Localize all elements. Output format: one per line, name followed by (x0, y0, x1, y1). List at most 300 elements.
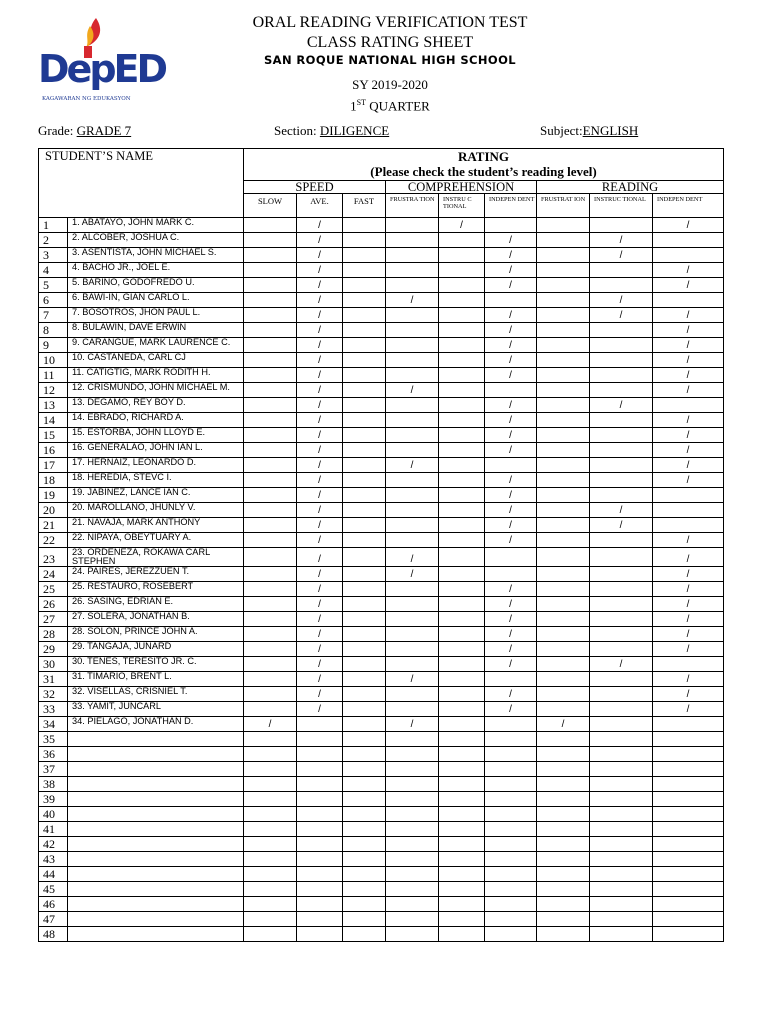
rating-cell-fast[interactable] (343, 473, 386, 488)
rating-cell-comp-instructional[interactable] (439, 323, 485, 338)
rating-cell-slow[interactable] (244, 627, 297, 642)
rating-cell-slow[interactable] (244, 548, 297, 567)
rating-cell-fast[interactable] (343, 717, 386, 732)
rating-cell-read-independent[interactable] (653, 807, 724, 822)
rating-cell-read-frustration[interactable] (537, 627, 590, 642)
rating-cell-ave[interactable] (297, 548, 343, 567)
rating-cell-fast[interactable] (343, 488, 386, 503)
rating-cell-comp-instructional[interactable] (439, 642, 485, 657)
rating-cell-fast[interactable] (343, 837, 386, 852)
rating-cell-comp-instructional[interactable] (439, 233, 485, 248)
rating-cell-comp-instructional[interactable] (439, 852, 485, 867)
rating-cell-read-frustration[interactable] (537, 473, 590, 488)
rating-cell-read-instructional[interactable] (590, 852, 653, 867)
rating-cell-comp-frustration[interactable] (386, 398, 439, 413)
rating-cell-comp-frustration[interactable] (386, 882, 439, 897)
rating-cell-comp-instructional[interactable] (439, 308, 485, 323)
rating-cell-read-instructional[interactable] (590, 762, 653, 777)
rating-cell-comp-independent[interactable] (485, 627, 537, 642)
rating-cell-comp-instructional[interactable] (439, 503, 485, 518)
rating-cell-ave[interactable] (297, 882, 343, 897)
rating-cell-read-independent[interactable] (653, 278, 724, 293)
rating-cell-slow[interactable] (244, 852, 297, 867)
rating-cell-read-independent[interactable] (653, 912, 724, 927)
rating-cell-slow[interactable] (244, 293, 297, 308)
rating-cell-comp-instructional[interactable] (439, 747, 485, 762)
rating-cell-comp-frustration[interactable] (386, 927, 439, 942)
rating-cell-slow[interactable] (244, 263, 297, 278)
rating-cell-read-independent[interactable] (653, 627, 724, 642)
rating-cell-read-frustration[interactable] (537, 443, 590, 458)
rating-cell-read-independent[interactable] (653, 248, 724, 263)
rating-cell-comp-independent[interactable] (485, 428, 537, 443)
rating-cell-read-instructional[interactable] (590, 747, 653, 762)
rating-cell-ave[interactable] (297, 867, 343, 882)
rating-cell-comp-frustration[interactable] (386, 777, 439, 792)
rating-cell-slow[interactable] (244, 762, 297, 777)
rating-cell-comp-frustration[interactable] (386, 897, 439, 912)
rating-cell-comp-frustration[interactable] (386, 702, 439, 717)
rating-cell-comp-independent[interactable] (485, 762, 537, 777)
rating-cell-read-instructional[interactable] (590, 473, 653, 488)
rating-cell-read-instructional[interactable] (590, 642, 653, 657)
rating-cell-slow[interactable] (244, 837, 297, 852)
rating-cell-fast[interactable] (343, 323, 386, 338)
rating-cell-slow[interactable] (244, 597, 297, 612)
rating-cell-slow[interactable] (244, 747, 297, 762)
rating-cell-read-instructional[interactable] (590, 672, 653, 687)
rating-cell-slow[interactable] (244, 353, 297, 368)
rating-cell-read-independent[interactable] (653, 293, 724, 308)
rating-cell-slow[interactable] (244, 792, 297, 807)
rating-cell-comp-frustration[interactable] (386, 837, 439, 852)
rating-cell-ave[interactable] (297, 458, 343, 473)
rating-cell-comp-independent[interactable] (485, 912, 537, 927)
rating-cell-comp-instructional[interactable] (439, 383, 485, 398)
rating-cell-fast[interactable] (343, 548, 386, 567)
rating-cell-read-frustration[interactable] (537, 308, 590, 323)
rating-cell-read-independent[interactable] (653, 503, 724, 518)
rating-cell-slow[interactable] (244, 518, 297, 533)
rating-cell-read-independent[interactable] (653, 927, 724, 942)
rating-cell-slow[interactable] (244, 323, 297, 338)
rating-cell-comp-instructional[interactable] (439, 428, 485, 443)
rating-cell-fast[interactable] (343, 867, 386, 882)
rating-cell-read-instructional[interactable] (590, 278, 653, 293)
rating-cell-read-instructional[interactable] (590, 867, 653, 882)
rating-cell-comp-independent[interactable] (485, 353, 537, 368)
rating-cell-fast[interactable] (343, 308, 386, 323)
rating-cell-read-independent[interactable] (653, 398, 724, 413)
rating-cell-comp-instructional[interactable] (439, 687, 485, 702)
rating-cell-comp-instructional[interactable] (439, 672, 485, 687)
rating-cell-slow[interactable] (244, 732, 297, 747)
rating-cell-ave[interactable] (297, 657, 343, 672)
rating-cell-comp-frustration[interactable] (386, 567, 439, 582)
rating-cell-read-frustration[interactable] (537, 837, 590, 852)
rating-cell-ave[interactable] (297, 383, 343, 398)
rating-cell-read-frustration[interactable] (537, 323, 590, 338)
rating-cell-ave[interactable] (297, 582, 343, 597)
rating-cell-read-instructional[interactable] (590, 488, 653, 503)
rating-cell-slow[interactable] (244, 338, 297, 353)
rating-cell-ave[interactable] (297, 353, 343, 368)
rating-cell-comp-frustration[interactable] (386, 852, 439, 867)
rating-cell-read-frustration[interactable] (537, 263, 590, 278)
rating-cell-fast[interactable] (343, 248, 386, 263)
rating-cell-read-independent[interactable] (653, 822, 724, 837)
rating-cell-comp-independent[interactable] (485, 323, 537, 338)
rating-cell-read-instructional[interactable] (590, 398, 653, 413)
rating-cell-comp-independent[interactable] (485, 413, 537, 428)
rating-cell-read-frustration[interactable] (537, 533, 590, 548)
rating-cell-comp-instructional[interactable] (439, 398, 485, 413)
rating-cell-read-independent[interactable] (653, 458, 724, 473)
rating-cell-comp-frustration[interactable] (386, 597, 439, 612)
rating-cell-ave[interactable] (297, 762, 343, 777)
rating-cell-slow[interactable] (244, 612, 297, 627)
rating-cell-read-instructional[interactable] (590, 518, 653, 533)
rating-cell-fast[interactable] (343, 233, 386, 248)
rating-cell-comp-frustration[interactable] (386, 717, 439, 732)
rating-cell-fast[interactable] (343, 518, 386, 533)
rating-cell-ave[interactable] (297, 717, 343, 732)
rating-cell-comp-frustration[interactable] (386, 762, 439, 777)
rating-cell-ave[interactable] (297, 567, 343, 582)
rating-cell-ave[interactable] (297, 702, 343, 717)
rating-cell-read-instructional[interactable] (590, 323, 653, 338)
rating-cell-read-instructional[interactable] (590, 353, 653, 368)
rating-cell-read-frustration[interactable] (537, 792, 590, 807)
rating-cell-read-frustration[interactable] (537, 657, 590, 672)
rating-cell-ave[interactable] (297, 672, 343, 687)
rating-cell-read-frustration[interactable] (537, 807, 590, 822)
rating-cell-fast[interactable] (343, 582, 386, 597)
rating-cell-read-frustration[interactable] (537, 852, 590, 867)
rating-cell-read-independent[interactable] (653, 582, 724, 597)
rating-cell-comp-frustration[interactable] (386, 732, 439, 747)
rating-cell-comp-independent[interactable] (485, 278, 537, 293)
rating-cell-comp-instructional[interactable] (439, 218, 485, 233)
rating-cell-comp-independent[interactable] (485, 383, 537, 398)
rating-cell-ave[interactable] (297, 488, 343, 503)
rating-cell-ave[interactable] (297, 642, 343, 657)
rating-cell-fast[interactable] (343, 927, 386, 942)
rating-cell-comp-independent[interactable] (485, 458, 537, 473)
rating-cell-comp-independent[interactable] (485, 218, 537, 233)
rating-cell-read-instructional[interactable] (590, 912, 653, 927)
rating-cell-ave[interactable] (297, 822, 343, 837)
rating-cell-comp-frustration[interactable] (386, 822, 439, 837)
rating-cell-comp-instructional[interactable] (439, 732, 485, 747)
rating-cell-ave[interactable] (297, 293, 343, 308)
rating-cell-ave[interactable] (297, 732, 343, 747)
rating-cell-comp-frustration[interactable] (386, 278, 439, 293)
rating-cell-slow[interactable] (244, 702, 297, 717)
rating-cell-comp-frustration[interactable] (386, 248, 439, 263)
rating-cell-read-instructional[interactable] (590, 717, 653, 732)
rating-cell-ave[interactable] (297, 473, 343, 488)
rating-cell-fast[interactable] (343, 642, 386, 657)
rating-cell-slow[interactable] (244, 807, 297, 822)
rating-cell-comp-instructional[interactable] (439, 293, 485, 308)
rating-cell-read-instructional[interactable] (590, 413, 653, 428)
rating-cell-slow[interactable] (244, 912, 297, 927)
rating-cell-read-instructional[interactable] (590, 882, 653, 897)
rating-cell-read-instructional[interactable] (590, 567, 653, 582)
rating-cell-comp-independent[interactable] (485, 807, 537, 822)
rating-cell-read-independent[interactable] (653, 657, 724, 672)
rating-cell-ave[interactable] (297, 687, 343, 702)
rating-cell-comp-instructional[interactable] (439, 458, 485, 473)
rating-cell-slow[interactable] (244, 582, 297, 597)
rating-cell-comp-instructional[interactable] (439, 867, 485, 882)
rating-cell-fast[interactable] (343, 792, 386, 807)
rating-cell-comp-instructional[interactable] (439, 882, 485, 897)
rating-cell-comp-frustration[interactable] (386, 218, 439, 233)
rating-cell-read-frustration[interactable] (537, 398, 590, 413)
rating-cell-fast[interactable] (343, 503, 386, 518)
rating-cell-slow[interactable] (244, 218, 297, 233)
rating-cell-comp-instructional[interactable] (439, 837, 485, 852)
rating-cell-comp-frustration[interactable] (386, 747, 439, 762)
rating-cell-read-independent[interactable] (653, 642, 724, 657)
rating-cell-comp-instructional[interactable] (439, 807, 485, 822)
rating-cell-fast[interactable] (343, 747, 386, 762)
rating-cell-comp-independent[interactable] (485, 837, 537, 852)
rating-cell-read-instructional[interactable] (590, 582, 653, 597)
rating-cell-comp-instructional[interactable] (439, 777, 485, 792)
rating-cell-fast[interactable] (343, 882, 386, 897)
rating-cell-read-instructional[interactable] (590, 548, 653, 567)
rating-cell-fast[interactable] (343, 278, 386, 293)
rating-cell-read-frustration[interactable] (537, 672, 590, 687)
rating-cell-ave[interactable] (297, 627, 343, 642)
rating-cell-slow[interactable] (244, 278, 297, 293)
rating-cell-ave[interactable] (297, 218, 343, 233)
rating-cell-ave[interactable] (297, 897, 343, 912)
rating-cell-read-independent[interactable] (653, 732, 724, 747)
rating-cell-slow[interactable] (244, 398, 297, 413)
rating-cell-slow[interactable] (244, 413, 297, 428)
rating-cell-read-instructional[interactable] (590, 927, 653, 942)
rating-cell-fast[interactable] (343, 413, 386, 428)
rating-cell-read-frustration[interactable] (537, 518, 590, 533)
rating-cell-fast[interactable] (343, 368, 386, 383)
rating-cell-comp-independent[interactable] (485, 642, 537, 657)
rating-cell-fast[interactable] (343, 702, 386, 717)
rating-cell-read-frustration[interactable] (537, 762, 590, 777)
rating-cell-comp-independent[interactable] (485, 338, 537, 353)
rating-cell-comp-frustration[interactable] (386, 473, 439, 488)
rating-cell-ave[interactable] (297, 792, 343, 807)
rating-cell-comp-independent[interactable] (485, 233, 537, 248)
rating-cell-read-independent[interactable] (653, 777, 724, 792)
rating-cell-comp-independent[interactable] (485, 308, 537, 323)
rating-cell-comp-instructional[interactable] (439, 263, 485, 278)
rating-cell-ave[interactable] (297, 533, 343, 548)
rating-cell-read-frustration[interactable] (537, 717, 590, 732)
rating-cell-read-frustration[interactable] (537, 353, 590, 368)
rating-cell-slow[interactable] (244, 867, 297, 882)
rating-cell-read-independent[interactable] (653, 702, 724, 717)
rating-cell-read-independent[interactable] (653, 897, 724, 912)
rating-cell-read-frustration[interactable] (537, 747, 590, 762)
rating-cell-ave[interactable] (297, 912, 343, 927)
rating-cell-read-independent[interactable] (653, 353, 724, 368)
rating-cell-read-independent[interactable] (653, 233, 724, 248)
rating-cell-read-frustration[interactable] (537, 218, 590, 233)
rating-cell-comp-instructional[interactable] (439, 792, 485, 807)
rating-cell-ave[interactable] (297, 398, 343, 413)
rating-cell-read-independent[interactable] (653, 518, 724, 533)
rating-cell-read-instructional[interactable] (590, 383, 653, 398)
rating-cell-read-frustration[interactable] (537, 582, 590, 597)
rating-cell-comp-instructional[interactable] (439, 548, 485, 567)
rating-cell-slow[interactable] (244, 897, 297, 912)
rating-cell-slow[interactable] (244, 473, 297, 488)
rating-cell-read-instructional[interactable] (590, 807, 653, 822)
rating-cell-comp-instructional[interactable] (439, 912, 485, 927)
rating-cell-read-instructional[interactable] (590, 897, 653, 912)
rating-cell-ave[interactable] (297, 338, 343, 353)
rating-cell-ave[interactable] (297, 837, 343, 852)
rating-cell-fast[interactable] (343, 762, 386, 777)
rating-cell-comp-independent[interactable] (485, 867, 537, 882)
rating-cell-slow[interactable] (244, 777, 297, 792)
rating-cell-comp-instructional[interactable] (439, 533, 485, 548)
rating-cell-read-frustration[interactable] (537, 567, 590, 582)
rating-cell-read-frustration[interactable] (537, 702, 590, 717)
rating-cell-comp-frustration[interactable] (386, 503, 439, 518)
rating-cell-comp-frustration[interactable] (386, 672, 439, 687)
rating-cell-fast[interactable] (343, 353, 386, 368)
rating-cell-comp-independent[interactable] (485, 822, 537, 837)
rating-cell-comp-instructional[interactable] (439, 612, 485, 627)
rating-cell-comp-frustration[interactable] (386, 353, 439, 368)
rating-cell-read-instructional[interactable] (590, 443, 653, 458)
rating-cell-fast[interactable] (343, 897, 386, 912)
rating-cell-read-independent[interactable] (653, 488, 724, 503)
rating-cell-read-frustration[interactable] (537, 777, 590, 792)
rating-cell-slow[interactable] (244, 368, 297, 383)
rating-cell-comp-frustration[interactable] (386, 533, 439, 548)
rating-cell-read-independent[interactable] (653, 612, 724, 627)
rating-cell-read-independent[interactable] (653, 338, 724, 353)
rating-cell-read-instructional[interactable] (590, 428, 653, 443)
rating-cell-comp-independent[interactable] (485, 687, 537, 702)
rating-cell-ave[interactable] (297, 443, 343, 458)
rating-cell-fast[interactable] (343, 428, 386, 443)
rating-cell-comp-frustration[interactable] (386, 428, 439, 443)
rating-cell-ave[interactable] (297, 777, 343, 792)
rating-cell-fast[interactable] (343, 338, 386, 353)
rating-cell-comp-independent[interactable] (485, 777, 537, 792)
rating-cell-slow[interactable] (244, 248, 297, 263)
rating-cell-fast[interactable] (343, 687, 386, 702)
rating-cell-comp-independent[interactable] (485, 732, 537, 747)
rating-cell-comp-frustration[interactable] (386, 413, 439, 428)
rating-cell-slow[interactable] (244, 927, 297, 942)
rating-cell-comp-instructional[interactable] (439, 567, 485, 582)
rating-cell-slow[interactable] (244, 822, 297, 837)
rating-cell-read-instructional[interactable] (590, 612, 653, 627)
rating-cell-fast[interactable] (343, 293, 386, 308)
rating-cell-read-frustration[interactable] (537, 458, 590, 473)
rating-cell-ave[interactable] (297, 503, 343, 518)
rating-cell-read-independent[interactable] (653, 747, 724, 762)
rating-cell-slow[interactable] (244, 533, 297, 548)
rating-cell-comp-independent[interactable] (485, 612, 537, 627)
rating-cell-ave[interactable] (297, 233, 343, 248)
rating-cell-comp-frustration[interactable] (386, 338, 439, 353)
rating-cell-fast[interactable] (343, 597, 386, 612)
rating-cell-ave[interactable] (297, 597, 343, 612)
rating-cell-read-independent[interactable] (653, 687, 724, 702)
rating-cell-read-frustration[interactable] (537, 927, 590, 942)
rating-cell-comp-frustration[interactable] (386, 807, 439, 822)
rating-cell-comp-independent[interactable] (485, 672, 537, 687)
rating-cell-comp-instructional[interactable] (439, 582, 485, 597)
rating-cell-read-independent[interactable] (653, 368, 724, 383)
rating-cell-slow[interactable] (244, 672, 297, 687)
rating-cell-ave[interactable] (297, 612, 343, 627)
rating-cell-comp-instructional[interactable] (439, 248, 485, 263)
rating-cell-slow[interactable] (244, 503, 297, 518)
rating-cell-read-independent[interactable] (653, 263, 724, 278)
rating-cell-comp-instructional[interactable] (439, 627, 485, 642)
rating-cell-read-independent[interactable] (653, 597, 724, 612)
rating-cell-comp-independent[interactable] (485, 518, 537, 533)
rating-cell-comp-frustration[interactable] (386, 488, 439, 503)
rating-cell-comp-independent[interactable] (485, 882, 537, 897)
rating-cell-read-frustration[interactable] (537, 687, 590, 702)
rating-cell-slow[interactable] (244, 383, 297, 398)
rating-cell-read-frustration[interactable] (537, 233, 590, 248)
rating-cell-read-frustration[interactable] (537, 488, 590, 503)
rating-cell-read-independent[interactable] (653, 792, 724, 807)
rating-cell-read-independent[interactable] (653, 308, 724, 323)
rating-cell-comp-frustration[interactable] (386, 368, 439, 383)
rating-cell-comp-independent[interactable] (485, 503, 537, 518)
rating-cell-fast[interactable] (343, 218, 386, 233)
rating-cell-comp-instructional[interactable] (439, 353, 485, 368)
rating-cell-slow[interactable] (244, 717, 297, 732)
rating-cell-comp-independent[interactable] (485, 368, 537, 383)
rating-cell-read-frustration[interactable] (537, 338, 590, 353)
rating-cell-read-frustration[interactable] (537, 278, 590, 293)
rating-cell-ave[interactable] (297, 308, 343, 323)
rating-cell-fast[interactable] (343, 398, 386, 413)
rating-cell-ave[interactable] (297, 518, 343, 533)
rating-cell-comp-instructional[interactable] (439, 762, 485, 777)
rating-cell-comp-instructional[interactable] (439, 443, 485, 458)
rating-cell-slow[interactable] (244, 657, 297, 672)
rating-cell-ave[interactable] (297, 428, 343, 443)
rating-cell-fast[interactable] (343, 657, 386, 672)
rating-cell-read-frustration[interactable] (537, 383, 590, 398)
rating-cell-comp-frustration[interactable] (386, 687, 439, 702)
rating-cell-read-instructional[interactable] (590, 702, 653, 717)
rating-cell-read-instructional[interactable] (590, 777, 653, 792)
rating-cell-comp-instructional[interactable] (439, 927, 485, 942)
rating-cell-comp-frustration[interactable] (386, 627, 439, 642)
rating-cell-comp-instructional[interactable] (439, 897, 485, 912)
rating-cell-slow[interactable] (244, 882, 297, 897)
rating-cell-comp-instructional[interactable] (439, 822, 485, 837)
rating-cell-fast[interactable] (343, 807, 386, 822)
rating-cell-fast[interactable] (343, 627, 386, 642)
